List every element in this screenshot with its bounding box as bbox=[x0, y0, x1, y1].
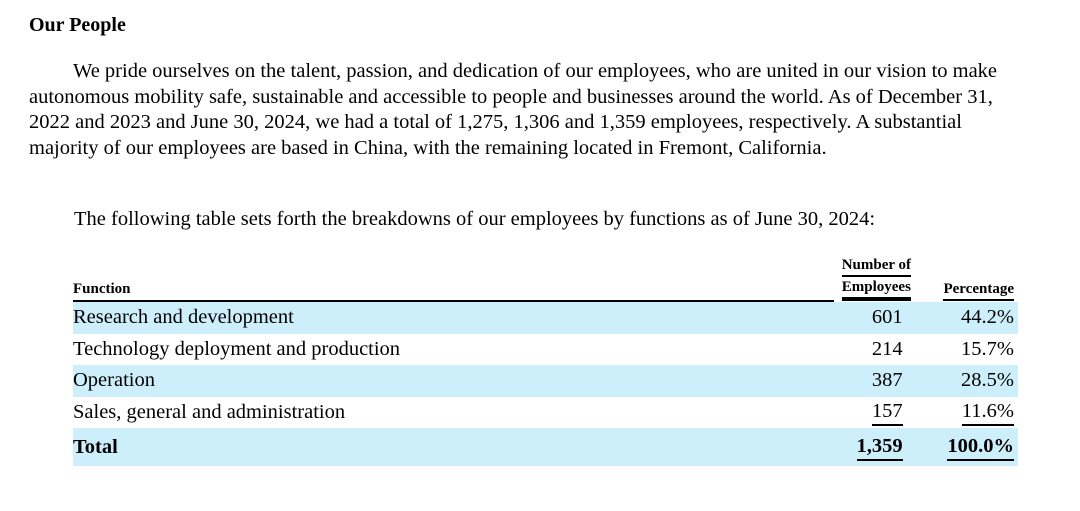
total-percentage bbox=[919, 428, 1018, 466]
table-header-row bbox=[73, 255, 1018, 302]
total-percentage-value: 100.0% bbox=[947, 433, 1014, 461]
section-heading: Our People bbox=[29, 14, 126, 36]
header-employees bbox=[834, 255, 919, 302]
total-row bbox=[73, 428, 1018, 466]
row-employees bbox=[834, 397, 919, 429]
row-employees-value: 157 bbox=[872, 398, 903, 426]
table-row bbox=[73, 302, 1018, 334]
header-employees-line2: Employees bbox=[842, 277, 911, 299]
row-percentage-value: 11.6% bbox=[962, 398, 1014, 426]
header-function: Function bbox=[73, 255, 834, 302]
table-row bbox=[73, 334, 1018, 366]
row-employees: 601 bbox=[834, 302, 919, 334]
total-employees bbox=[834, 428, 919, 466]
total-label: Total bbox=[73, 428, 834, 466]
employee-table bbox=[73, 255, 1018, 466]
table-row bbox=[73, 365, 1018, 397]
row-employees: 387 bbox=[834, 365, 919, 397]
row-function: Operation bbox=[73, 365, 834, 397]
row-function: Research and development bbox=[73, 302, 834, 334]
header-percentage bbox=[919, 255, 1018, 302]
row-percentage: 28.5% bbox=[919, 365, 1018, 397]
body-paragraph-text: We pride ourselves on the talent, passion, and dedication of our employees, who are united in our vision to make autonomous mobility safe, sustainable and accessible to people and businesses around the world. As of December 31, 2022 and 2023 and June 30, 2024, we had a total of 1,275, 1,306 and 1,359 employees, respectively. A substantial majority of our employees are based in China, with the remaining located in Fremont, California. bbox=[29, 60, 998, 159]
body-paragraph bbox=[29, 59, 1029, 161]
row-percentage: 15.7% bbox=[961, 337, 1014, 360]
row-percentage bbox=[919, 397, 1018, 429]
row-percentage: 44.2% bbox=[919, 302, 1018, 334]
header-employees-line1: Number of bbox=[842, 255, 911, 277]
row-function: Technology deployment and production bbox=[73, 337, 401, 360]
row-employees: 214 bbox=[871, 337, 903, 360]
table-row bbox=[73, 397, 1018, 429]
table-intro: The following table sets forth the breakdowns of our employees by functions as of June 30, 2024: bbox=[74, 208, 876, 230]
header-percentage-label: Percentage bbox=[943, 279, 1014, 301]
row-function: Sales, general and administration bbox=[73, 400, 346, 423]
total-employees-value: 1,359 bbox=[857, 433, 903, 461]
